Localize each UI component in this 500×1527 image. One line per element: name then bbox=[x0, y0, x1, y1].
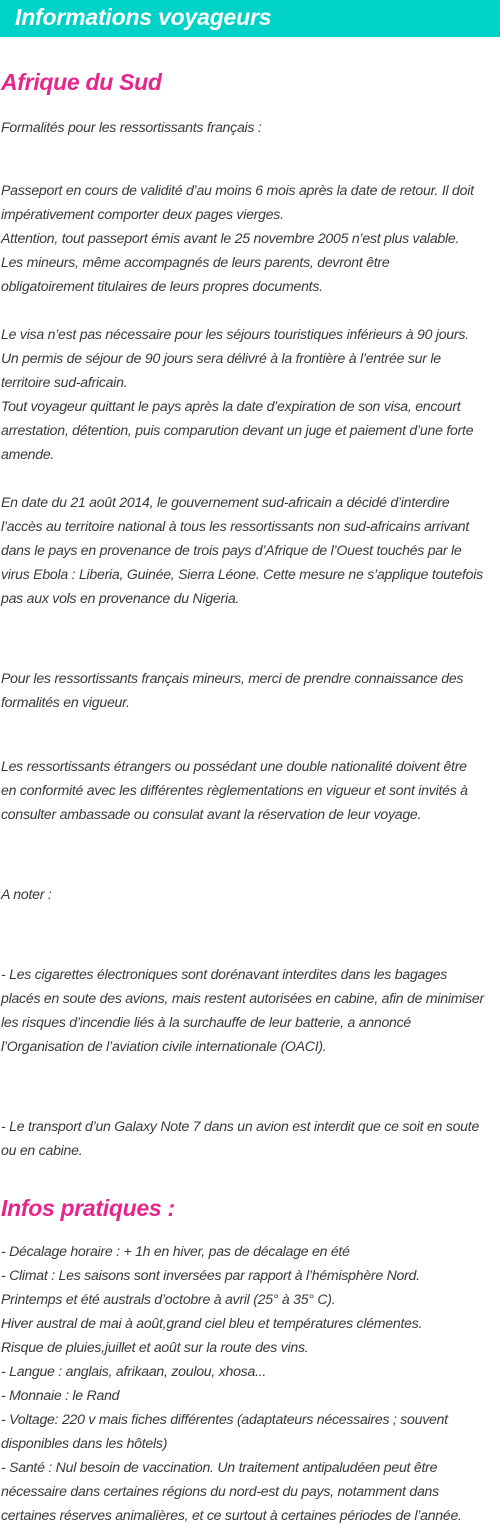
cigarettes-paragraph: - Les cigarettes électroniques sont dorénavant interdites dans les bagages placés en soute des avions, mais restent autorisées en cabine, afin de minimiser les risques d’incendie liés à la surchauffe de leur batterie, a annoncé l’Organisation de l’aviation civile internationale (OACI). bbox=[1, 966, 484, 1054]
galaxy-paragraph: - Le transport d’un Galaxy Note 7 dans un avion est interdit que ce soit en soute ou en cabine. bbox=[1, 1118, 480, 1158]
a-noter-label: A noter : bbox=[1, 886, 52, 902]
infos-pratiques-list: - Décalage horaire : + 1h en hiver, pas de décalage en été - Climat : Les saisons sont inversées par rapport à l’hémisphère Nord. Printemps et été australs d’octobre à avril (25° à 35° C). Hiver austral de mai à août,grand ciel bleu et températures clémentes. Risque de pluies,juillet et août sur la route des vins. - Langue : anglais, afrikaan, zoulou, xhosa... - Monnaie : le Rand - Voltage: 220 v mais fiches différentes (adaptateurs nécessaires ; souvent disponibles dans les hôtels) - Santé : Nul besoin de vaccination. Un traitement antipaludéen peut être nécessaire dans certaines régions du nord-est du pays, notamment dans certaines réserves animalières, et ce surtout à certaines périodes de l’année. bbox=[1, 1243, 462, 1523]
passport-paragraph: Passeport en cours de validité d’au moins 6 mois après la date de retour. Il doit impérativement comporter deux pages vierges. Attention, tout passeport émis avant le 25 novembre 2005 n’est plus valable. Les mineurs, même accompagnés de leurs parents, devront être obligatoirement titulaires de leurs propres documents. bbox=[1, 182, 474, 294]
header-bar bbox=[0, 0, 500, 37]
ebola-paragraph: En date du 21 août 2014, le gouvernement sud-africain a décidé d’interdire l’accès au territoire national à tous les ressortissants non sud-africains arrivant dans le pays en provenance de trois pays d’Afrique de l’Ouest touchés par le virus Ebola : Liberia, Guinée, Sierra Léone. Cette mesure ne s’applique toutefois pas aux vols en provenance du Nigeria. bbox=[1, 494, 483, 606]
etrangers-paragraph: Les ressortissants étrangers ou possédant une double nationalité doivent être en conformité avec les différentes règlementations en vigueur et sont invités à consulter ambassade ou consulat avant la réservation de leur voyage. bbox=[1, 758, 468, 822]
page-title: Informations voyageurs bbox=[15, 4, 272, 30]
infos-pratiques-title: Infos pratiques : bbox=[1, 1195, 175, 1221]
visa-paragraph: Le visa n’est pas nécessaire pour les séjours touristiques inférieurs à 90 jours. Un permis de séjour de 90 jours sera délivré à la frontière à l’entrée sur le territoire sud-africain. Tout voyageur quittant le pays après la date d’expiration de son visa, encourt arrestation, détention, puis comparution devant un juge et paiement d’une forte amende. bbox=[1, 326, 474, 462]
country-title: Afrique du Sud bbox=[1, 69, 162, 95]
formalites-intro: Formalités pour les ressortissants français : bbox=[1, 119, 262, 135]
mineurs-paragraph: Pour les ressortissants français mineurs, merci de prendre connaissance des formalités en vigueur. bbox=[1, 670, 464, 710]
